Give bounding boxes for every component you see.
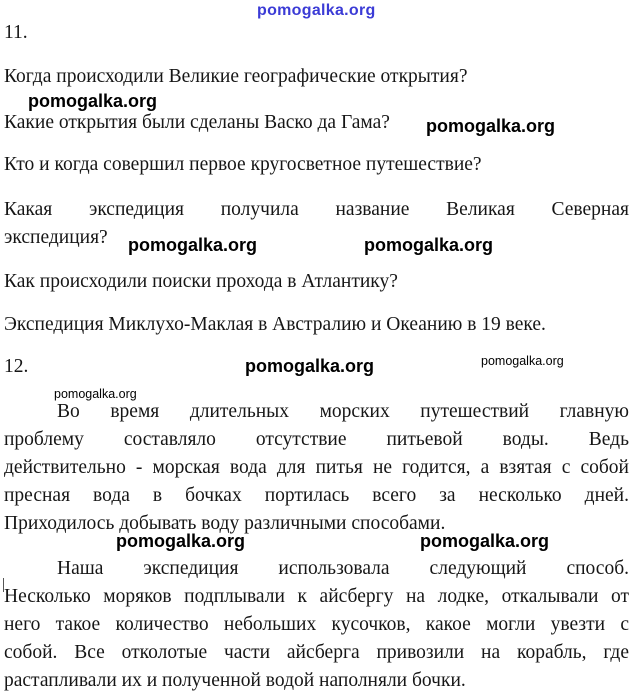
watermark-top: pomogalka.org [257, 2, 376, 19]
question-4-line-1: Какая экспедиция получила название Великая Северная [4, 199, 629, 220]
paragraph-1-line: Во время длительных морских путешествий главную [57, 401, 629, 422]
watermark: pomogalka.org [426, 116, 556, 136]
watermark: pomogalka.org [116, 531, 246, 551]
paragraph-2-line: собой. Все отколотые части айсберга привозили на корабль, где [4, 642, 629, 663]
paragraph-1-line: Приходилось добывать воду различными способами. [4, 513, 446, 534]
question-2: Какие открытия были сделаны Васко да Гама? [4, 112, 390, 133]
paragraph-1-line: пресная вода в бочках портилась всего за несколько дней. [4, 485, 629, 506]
watermark: pomogalka.org [245, 356, 375, 376]
paragraph-2-line: Наша экспедиция использовала следующий способ. [57, 558, 629, 579]
watermark: pomogalka.org [420, 531, 550, 551]
question-5: Как происходили поиски прохода в Атлантику? [4, 271, 398, 292]
question-4-line-2: экспедиция? [4, 227, 108, 248]
paragraph-2-line: него такое количество небольших кусочков, какое могли увезти с [4, 614, 629, 635]
section-number-12: 12. [4, 356, 29, 377]
paragraph-1-line: действительно - морская вода для питья не годится, а взятая с собой [4, 457, 629, 478]
paragraph-2-line: Несколько моряков подплывали к айсбергу на лодке, откалывали от [4, 586, 629, 607]
watermark: pomogalka.org [481, 354, 564, 368]
question-3: Кто и когда совершил первое кругосветное путешествие? [4, 154, 482, 175]
paragraph-1-line: проблему составляло отсутствие питьевой воды. Ведь [4, 429, 629, 450]
watermark: pomogalka.org [364, 235, 494, 255]
paragraph-2-line: растапливали их и полученной водой наполняли бочки. [4, 670, 466, 691]
question-6: Экспедиция Миклухо-Маклая в Австралию и Океанию в 19 веке. [4, 314, 546, 335]
question-1: Когда происходили Великие географические открытия? [4, 66, 468, 87]
section-number-11: 11. [4, 22, 28, 43]
watermark: pomogalka.org [28, 91, 158, 111]
scan-margin-mark [3, 578, 4, 592]
watermark: pomogalka.org [54, 387, 137, 401]
watermark: pomogalka.org [128, 235, 258, 255]
